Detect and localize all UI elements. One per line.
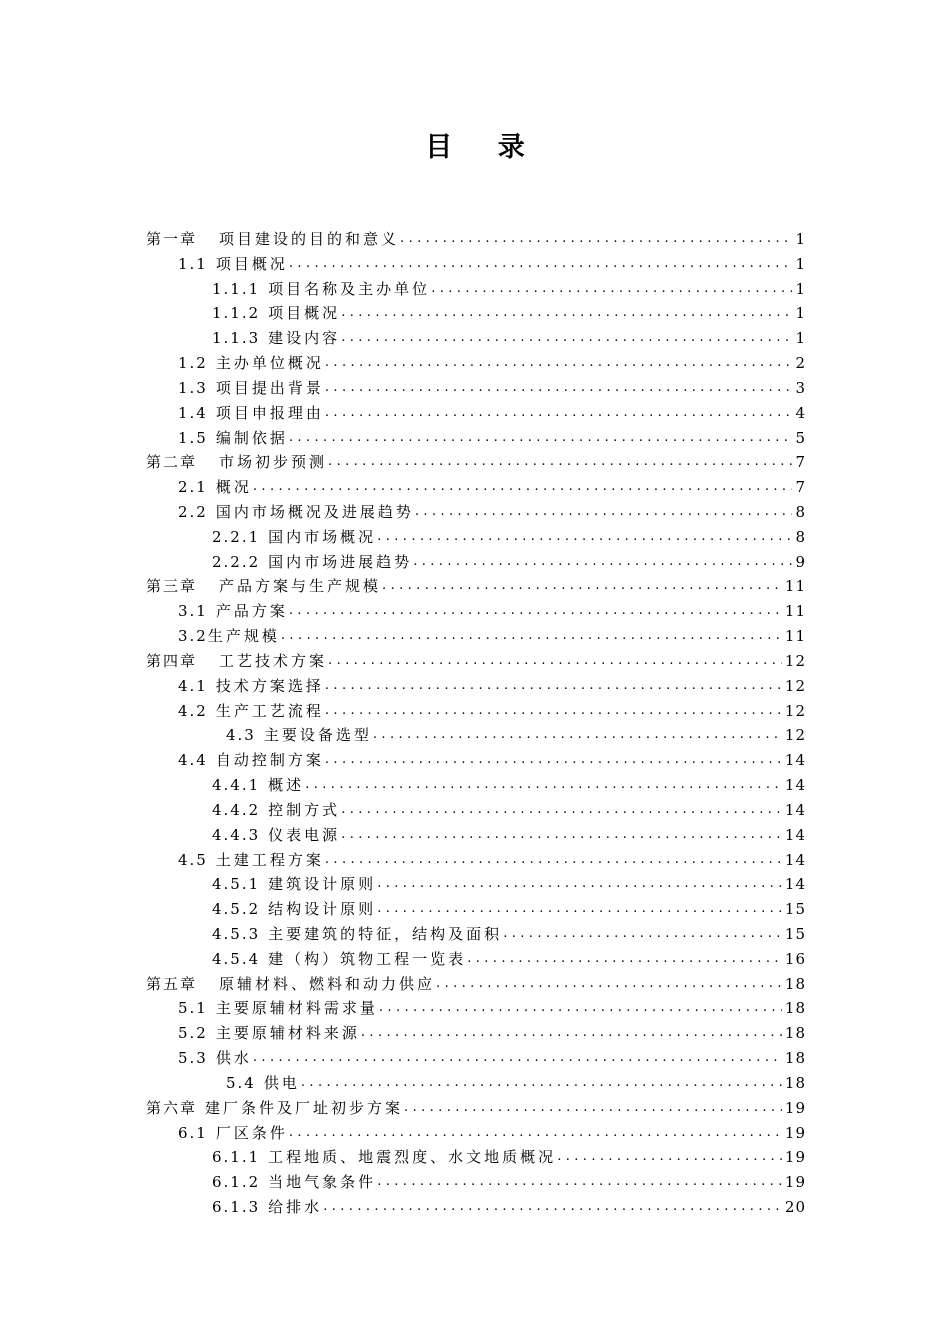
toc-entry-page-number: 9	[795, 552, 806, 571]
toc-entry-page-number: 19	[784, 1148, 806, 1167]
dot-leader	[341, 825, 782, 845]
dot-leader	[557, 1147, 782, 1167]
toc-entry-title: 建厂条件及厂址初步方案	[205, 1098, 404, 1117]
dot-leader	[289, 428, 793, 448]
toc-entry-number: 3.1	[178, 602, 208, 621]
toc-entry-number: 1.3	[178, 378, 208, 397]
toc-entry-page-number: 14	[784, 850, 806, 869]
toc-entry[interactable]	[178, 348, 806, 373]
toc-entry-title: 概况	[215, 478, 252, 497]
toc-entry[interactable]	[212, 323, 806, 348]
toc-entry-title: 项目建设的目的和意义	[219, 230, 400, 248]
toc-entry-title: 工艺技术方案	[219, 651, 328, 670]
dot-leader	[301, 1073, 782, 1093]
toc-entry-page-number: 11	[784, 577, 806, 596]
toc-entry-number: 4.5	[178, 850, 208, 869]
toc-entry[interactable]	[212, 1167, 806, 1192]
toc-entry-page-number: 8	[795, 527, 806, 546]
dot-leader	[325, 353, 793, 373]
toc-entry-number: 4.3	[226, 726, 256, 745]
toc-entry[interactable]	[178, 993, 806, 1018]
toc-entry-title: 仪表电源	[268, 825, 341, 844]
toc-entry[interactable]	[178, 1018, 806, 1043]
toc-entry-page-number: 18	[784, 1049, 806, 1068]
toc-entry-page-number: 20	[784, 1197, 806, 1216]
dot-leader	[325, 676, 782, 696]
toc-entry-title: 国内市场进展趋势	[268, 552, 413, 571]
toc-entry-number: 1.1.1	[212, 279, 261, 298]
toc-entry[interactable]	[212, 820, 806, 845]
toc-entry-number: 第四章	[146, 651, 198, 670]
toc-entry-number: 4.5.2	[212, 900, 261, 919]
toc-entry-title: 生产规模	[207, 627, 280, 646]
dot-leader	[323, 1197, 782, 1217]
toc-entry-page-number: 1	[795, 304, 806, 323]
dot-leader	[404, 1098, 782, 1118]
toc-entry-number: 4.5.3	[212, 924, 261, 943]
dot-leader	[415, 502, 793, 522]
toc-entry-title: 供电	[263, 1073, 300, 1092]
toc-entry[interactable]	[178, 249, 806, 274]
dot-leader	[305, 775, 782, 795]
toc-entry-number: 4.5.4	[212, 949, 261, 968]
toc-entry-title: 项目提出背景	[215, 378, 324, 397]
toc-entry[interactable]	[146, 1093, 806, 1118]
toc-entry-page-number: 1	[795, 230, 806, 248]
toc-entry-page-number: 18	[784, 1024, 806, 1043]
dot-leader	[377, 874, 782, 894]
toc-entry-title: 主要设备选型	[263, 726, 372, 745]
toc-entry-number: 4.5.1	[212, 875, 261, 894]
toc-entry-title: 供水	[215, 1049, 252, 1068]
toc-entry-title: 国内市场概况及进展趋势	[215, 503, 414, 522]
toc-entry-page-number: 19	[784, 1173, 806, 1192]
toc-entry-number: 4.4.1	[212, 776, 261, 795]
toc-entry-page-number: 14	[784, 800, 806, 819]
toc-entry-title: 当地气象条件	[268, 1173, 377, 1192]
dot-leader	[253, 1048, 782, 1068]
toc-entry-number: 1.2	[178, 354, 208, 373]
toc-entry-title: 建（构）筑物工程一览表	[268, 949, 467, 968]
toc-entry-page-number: 14	[784, 825, 806, 844]
toc-entry-page-number: 19	[784, 1098, 806, 1117]
toc-entry-number: 6.1.3	[212, 1197, 261, 1216]
toc-entry-page-number: 12	[784, 676, 806, 695]
toc-entry[interactable]	[178, 423, 806, 448]
dot-leader	[431, 279, 792, 299]
toc-entry-number: 4.1	[178, 676, 208, 695]
toc-entry[interactable]	[178, 1118, 806, 1143]
toc-entry-page-number: 3	[795, 378, 806, 397]
toc-entry[interactable]	[212, 522, 806, 547]
dot-leader	[325, 403, 793, 423]
toc-entry-number: 第五章	[146, 974, 198, 993]
dot-leader	[325, 701, 782, 721]
toc-entry-title: 产品方案与生产规模	[219, 577, 382, 596]
toc-entry-page-number: 8	[795, 503, 806, 522]
dot-leader	[325, 378, 793, 398]
toc-entry-number: 5.4	[226, 1073, 256, 1092]
toc-entry[interactable]	[212, 298, 806, 323]
toc-entry[interactable]	[212, 547, 806, 572]
toc-entry[interactable]	[212, 770, 806, 795]
toc-entry-number: 1.1	[178, 254, 208, 273]
toc-entry-number: 5.1	[178, 999, 208, 1018]
toc-entry-page-number: 14	[784, 751, 806, 770]
toc-entry[interactable]	[212, 919, 806, 944]
toc-entry[interactable]	[178, 671, 806, 696]
toc-entry-title: 建设内容	[268, 329, 341, 348]
toc-entry-title: 国内市场概况	[268, 527, 377, 546]
toc-entry-title: 结构设计原则	[268, 900, 377, 919]
dot-leader	[328, 452, 792, 472]
toc-entry-number: 1.4	[178, 403, 208, 422]
toc-entry[interactable]	[146, 969, 806, 994]
dot-leader	[341, 800, 782, 820]
dot-leader	[289, 601, 782, 621]
dot-leader	[413, 552, 792, 572]
dot-leader	[341, 328, 792, 348]
toc-entry-page-number: 1	[795, 254, 806, 273]
dot-leader	[436, 974, 782, 994]
toc-entry-title: 控制方式	[268, 800, 341, 819]
toc-entry-number: 1.5	[178, 428, 208, 447]
dot-leader	[467, 949, 782, 969]
toc-entry[interactable]	[212, 894, 806, 919]
toc-entry[interactable]	[178, 373, 806, 398]
toc-entry-page-number: 12	[784, 701, 806, 720]
toc-entry-number: 6.1.2	[212, 1173, 261, 1192]
toc-entry[interactable]	[212, 1192, 806, 1217]
toc-entry[interactable]	[178, 696, 806, 721]
toc-entry-number: 4.2	[178, 701, 208, 720]
toc-entry-number: 1.1.2	[212, 304, 261, 323]
dot-leader	[289, 1123, 782, 1143]
dot-leader	[328, 651, 782, 671]
toc-entry-title: 生产工艺流程	[215, 701, 324, 720]
toc-entry-number: 4.4.2	[212, 800, 261, 819]
toc-entry[interactable]	[146, 447, 806, 472]
toc-entry[interactable]	[178, 745, 806, 770]
toc-entry-number: 2.1	[178, 478, 208, 497]
toc-entry[interactable]	[178, 497, 806, 522]
toc-entry-title: 原辅材料、燃料和动力供应	[219, 974, 436, 993]
toc-entry-title: 土建工程方案	[215, 850, 324, 869]
toc-entry-title: 工程地质、地震烈度、水文地质概况	[268, 1148, 557, 1167]
toc-entry-page-number: 7	[795, 453, 806, 472]
toc-entry-page-number: 15	[784, 900, 806, 919]
toc-entry-page-number: 5	[795, 428, 806, 447]
toc-entry-page-number: 12	[784, 726, 806, 745]
toc-entry[interactable]	[212, 869, 806, 894]
toc-entry-title: 项目申报理由	[215, 403, 324, 422]
dot-leader	[377, 527, 792, 547]
toc-entry-page-number: 7	[795, 478, 806, 497]
toc-entry-number: 2.2.2	[212, 552, 261, 571]
toc-entry-page-number: 18	[784, 999, 806, 1018]
toc-entry-page-number: 19	[784, 1123, 806, 1142]
toc-entry-page-number: 1	[795, 329, 806, 348]
toc-entry-page-number: 11	[784, 602, 806, 621]
toc-entry[interactable]	[178, 472, 806, 497]
toc-entry[interactable]	[146, 224, 806, 249]
toc-entry[interactable]	[212, 795, 806, 820]
toc-entry-number: 2.2.1	[212, 527, 261, 546]
toc-entry-title: 项目概况	[215, 254, 288, 273]
toc-entry-title: 主要建筑的特征，结构及面积	[268, 924, 503, 943]
toc-entry-number: 2.2	[178, 503, 208, 522]
dot-leader	[325, 850, 782, 870]
toc-entry[interactable]	[178, 398, 806, 423]
toc-entry[interactable]	[178, 596, 806, 621]
toc-entry[interactable]	[226, 1068, 806, 1093]
toc-entry-number: 第二章	[146, 453, 198, 472]
dot-leader	[253, 477, 793, 497]
toc-entry-title: 产品方案	[215, 602, 288, 621]
toc-entry-number: 第一章	[146, 230, 198, 248]
dot-leader	[400, 229, 792, 249]
toc-entry-page-number: 4	[795, 403, 806, 422]
toc-entry-page-number: 16	[784, 949, 806, 968]
toc-entry-number: 6.1.1	[212, 1148, 261, 1167]
page-title: 目 录	[425, 132, 543, 163]
toc-entry-title: 市场初步预测	[219, 453, 328, 472]
toc-entry-number: 5.2	[178, 1024, 208, 1043]
toc-entry-title: 主要原辅材料需求量	[215, 999, 378, 1018]
toc-entry-number: 1.1.3	[212, 329, 261, 348]
toc-entry-page-number: 14	[784, 875, 806, 894]
toc-entry-page-number: 1	[795, 279, 806, 298]
toc-entry-page-number: 14	[784, 776, 806, 795]
dot-leader	[281, 626, 782, 646]
toc-entry-title: 厂区条件	[215, 1123, 288, 1142]
toc-entry[interactable]	[146, 571, 806, 596]
toc-entry[interactable]	[178, 621, 806, 646]
dot-leader	[377, 899, 782, 919]
toc-entry-number: 4.4	[178, 751, 208, 770]
toc-entry-page-number: 12	[784, 651, 806, 670]
toc-entry-title: 主要原辅材料来源	[215, 1024, 360, 1043]
dot-leader	[325, 750, 782, 770]
toc-entry-page-number: 11	[784, 627, 806, 646]
toc-entry-title: 给排水	[268, 1197, 323, 1216]
toc-entry[interactable]	[212, 944, 806, 969]
toc-entry-title: 项目名称及主办单位	[268, 279, 431, 298]
toc-entry[interactable]	[226, 720, 806, 745]
dot-leader	[377, 1172, 782, 1192]
dot-leader	[379, 998, 782, 1018]
toc-entry-number: 6.1	[178, 1123, 208, 1142]
toc-entry[interactable]	[178, 845, 806, 870]
toc-entry-title: 建筑设计原则	[268, 875, 377, 894]
toc-entry-title: 主办单位概况	[215, 354, 324, 373]
toc-entry-title: 概述	[268, 776, 305, 795]
toc-entry-number: 4.4.3	[212, 825, 261, 844]
toc-entry-number: 3.2	[178, 627, 208, 646]
toc-entry[interactable]	[212, 274, 806, 299]
toc-entry-title: 技术方案选择	[215, 676, 324, 695]
dot-leader	[289, 254, 793, 274]
dot-leader	[373, 725, 782, 745]
dot-leader	[341, 303, 792, 323]
toc-entry-page-number: 18	[784, 974, 806, 993]
toc-entry-title: 自动控制方案	[215, 751, 324, 770]
toc-entry[interactable]	[146, 646, 806, 671]
toc-entry-number: 第三章	[146, 577, 198, 596]
toc-entry-title: 项目概况	[268, 304, 341, 323]
toc-entry-number: 5.3	[178, 1049, 208, 1068]
dot-leader	[361, 1023, 782, 1043]
toc-entry[interactable]	[212, 1142, 806, 1167]
toc-entry-title: 编制依据	[215, 428, 288, 447]
toc-entry-page-number: 2	[795, 354, 806, 373]
dot-leader	[382, 576, 782, 596]
toc-entry-page-number: 18	[784, 1073, 806, 1092]
toc-entry[interactable]	[178, 1043, 806, 1068]
toc-entry-number: 第六章	[146, 1098, 198, 1117]
toc-entry-page-number: 15	[784, 924, 806, 943]
dot-leader	[503, 924, 782, 944]
